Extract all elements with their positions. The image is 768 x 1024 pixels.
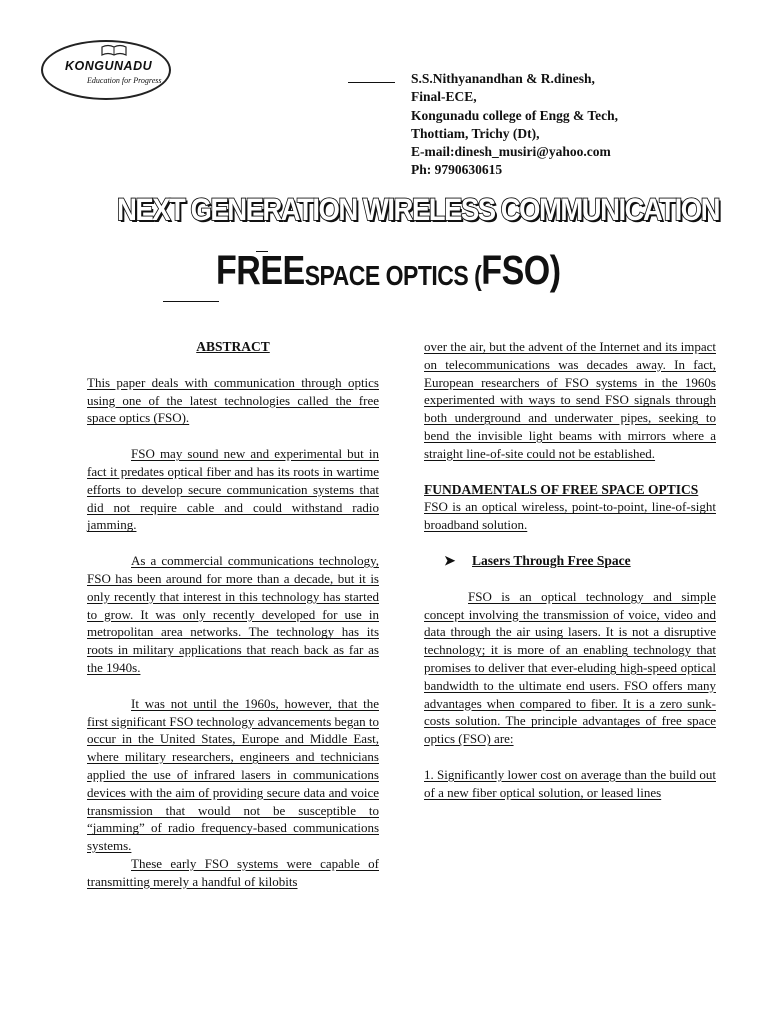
author-phone: Ph: 9790630615: [411, 162, 503, 178]
abstract-heading: ABSTRACT: [196, 339, 270, 354]
left-column: [87, 338, 379, 891]
author-class: Final-ECE,: [411, 89, 477, 105]
abstract-paragraph-2: FSO may sound new and experimental but in fact it predates optical fiber and has its roots in wartime efforts to develop secure communication systems that did not require cable and could withstand radio jamming.: [87, 446, 379, 533]
fundamentals-paragraph: FSO is an optical wireless, point-to-point, line-of-sight broadband solution.: [424, 499, 716, 533]
logo-tagline: Education for Progress: [87, 76, 162, 85]
paper-subtitle: [216, 248, 561, 295]
paper-title: NEXT GENERATION WIRELESS COMMUNICATION: [117, 191, 719, 227]
fundamentals-heading: FUNDAMENTALS OF FREE SPACE OPTICS: [424, 481, 699, 497]
history-paragraph-continued: over the air, but the advent of the Internet and its impact on telecommunications was decades away. In fact, European researchers of FSO systems in the 1960s experimented with ways to send FSO signals through both underground and underwater pipes, seeking to bend the invisible light beams with mirrors where a straight line-of-site could not be established.: [424, 339, 716, 461]
advantages-list-item-1: 1. Significantly lower cost on average than the build out of a new fiber optical solution, or leased lines: [424, 766, 716, 800]
abstract-paragraph-1: This paper deals with communication through optics using one of the latest technologies called the free space optics (FSO).: [87, 374, 379, 426]
subtitle-part-1: FREE: [216, 248, 305, 294]
logo-name: KONGUNADU: [65, 59, 153, 73]
lasers-heading-text: Lasers Through Free Space: [472, 552, 631, 568]
abstract-paragraph-3: As a commercial communications technology, FSO has been around for more than a decade, but it is only recently that interest in this technology has started to grow. It was only recently developed for use in metropolitan area networks. The technology has its roots in military applications that reach back as far as the 1940s.: [87, 553, 379, 675]
right-column: [424, 338, 716, 802]
arrow-bullet-icon: ➤: [444, 552, 456, 568]
college-logo: [41, 40, 171, 100]
author-address-block: [411, 70, 751, 180]
subtitle-rule: [163, 301, 219, 302]
subtitle-part-2: SPACE OPTICS (: [304, 259, 482, 291]
address-rule: [348, 82, 395, 83]
author-email: E-mail:dinesh_musiri@yahoo.com: [411, 144, 611, 160]
lasers-bullet-heading: [424, 552, 716, 570]
author-location: Thottiam, Trichy (Dt),: [411, 125, 540, 141]
author-college: Kongunadu college of Engg & Tech,: [411, 107, 619, 123]
lasers-paragraph: FSO is an optical technology and simple concept involving the transmission of voice, video and data through the air using lasers. It is not a disruptive technology; it is more of an enabling technology that promises to deliver that ever-eluding high-speed optical bandwidth to the ultimate end users. FSO offers many advantages when compared to fiber. It is a zero sunk-costs solution. The principle advantages of free space optics (FSO) are:: [424, 588, 716, 747]
abstract-paragraph-4: It was not until the 1960s, however, that the first significant FSO technology advancements began to occur in the United States, Europe and Middle East, where military researchers, engineers and technicians applied the use of infrared lasers in communications devices with the aim of providing secure data and voice transmission that would not be susceptible to “jamming” of radio frequency-based communications systems.: [87, 695, 379, 854]
abstract-paragraph-5: These early FSO systems were capable of transmitting merely a handful of kilobits: [87, 855, 379, 889]
author-names: S.S.Nithyanandhan & R.dinesh,: [411, 71, 595, 86]
subtitle-part-3: FSO): [481, 248, 561, 294]
open-book-icon: [101, 44, 127, 56]
